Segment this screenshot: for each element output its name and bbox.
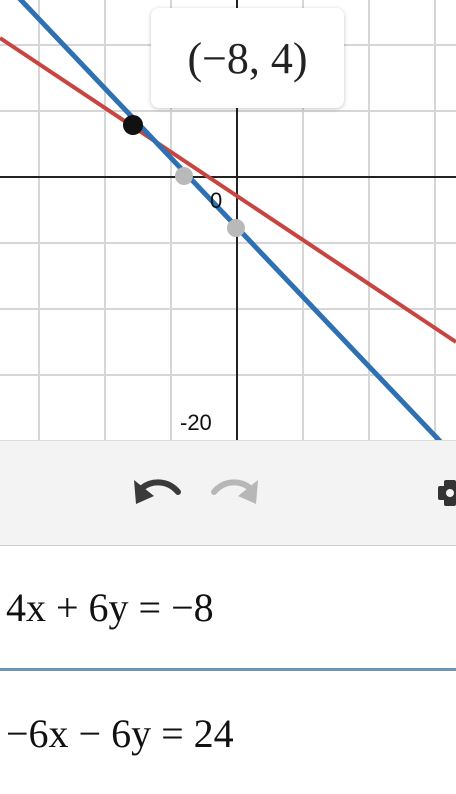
intersection-point[interactable]: [123, 115, 143, 135]
undo-button[interactable]: [128, 471, 182, 515]
expression-text: 4x + 6y = −8: [6, 584, 214, 630]
settings-button[interactable]: [434, 471, 456, 515]
expression-row-1[interactable]: [0, 546, 456, 668]
expression-separator: [0, 668, 456, 671]
y-intercept-point[interactable]: [227, 219, 245, 237]
expression-text: −6x − 6y = 24: [6, 710, 234, 756]
gear-icon: [434, 476, 456, 510]
coordinate-tooltip: (−8, 4): [151, 8, 344, 108]
redo-arrow-icon: [210, 476, 264, 510]
origin-label: 0: [210, 188, 223, 213]
expression-row-2[interactable]: [0, 672, 456, 794]
redo-button[interactable]: [210, 471, 264, 515]
x-intercept-point[interactable]: [175, 167, 193, 185]
toolbar: [0, 440, 456, 546]
y-axis-label: -20: [180, 410, 212, 435]
undo-arrow-icon: [128, 476, 182, 510]
